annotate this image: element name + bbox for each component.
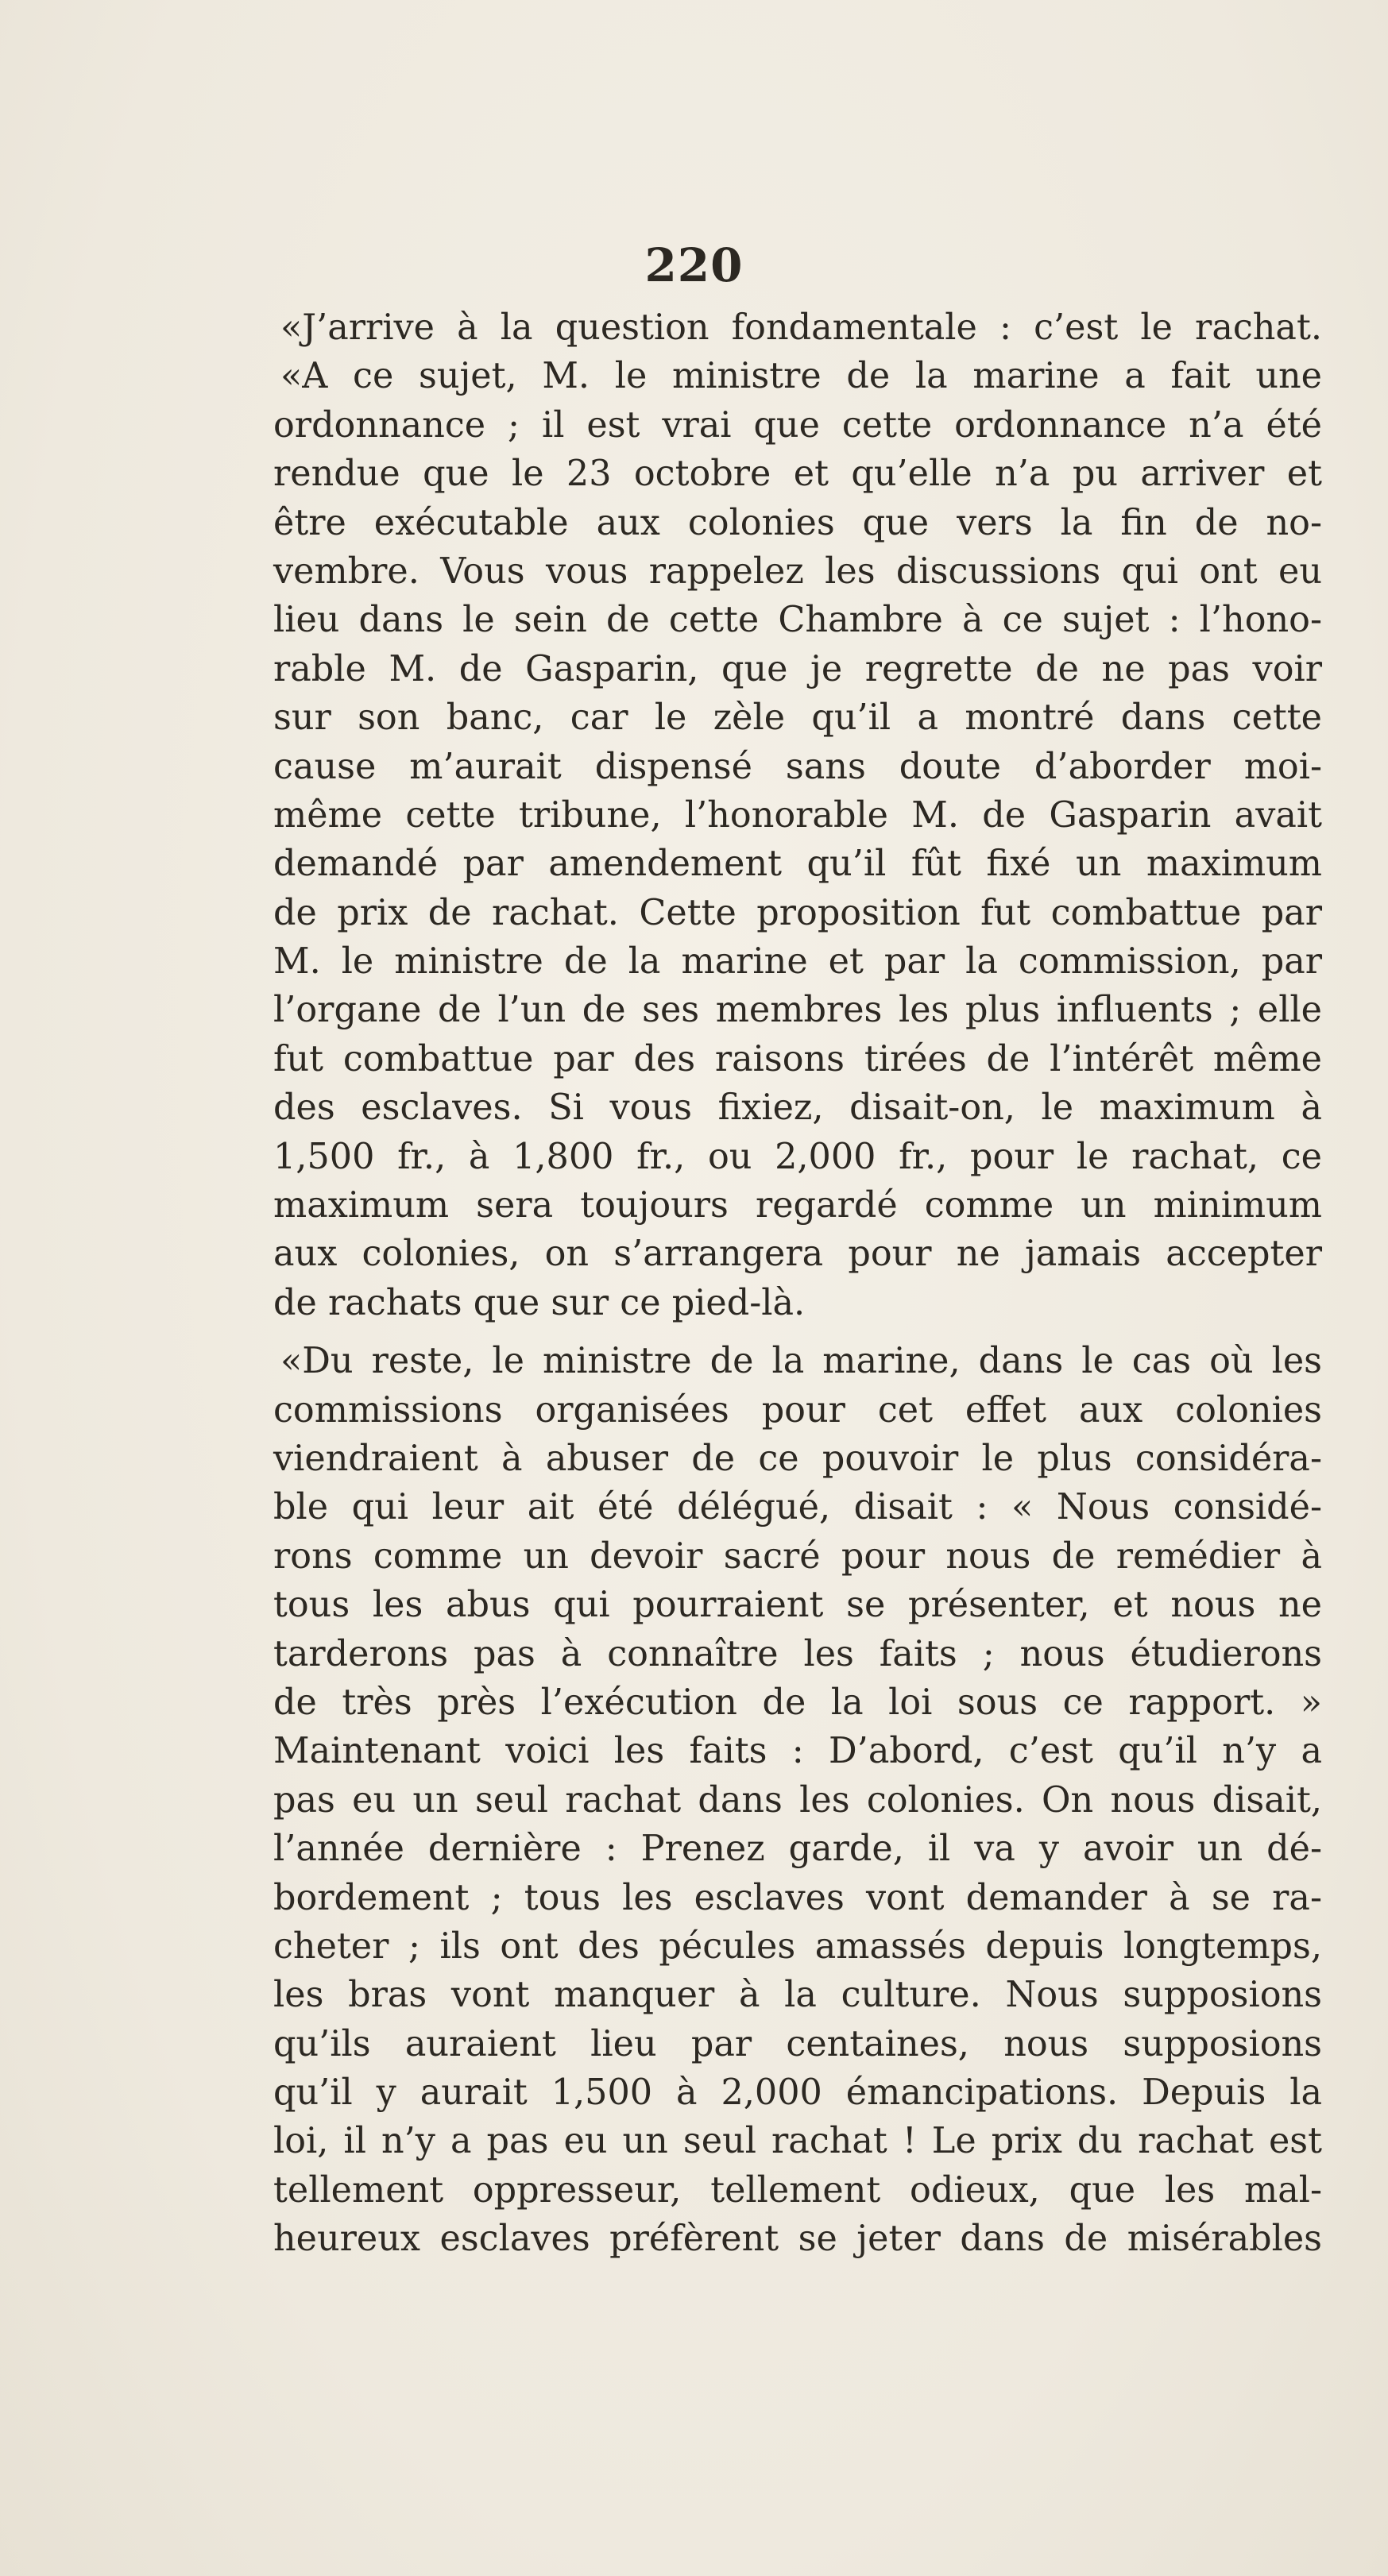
text-line: pas eu un seul rachat dans les colonies. On nous disait, <box>273 1779 1322 1821</box>
text-line: de prix de rachat. Cette proposition fut combattue par <box>273 892 1322 933</box>
text-line: des esclaves. Si vous fixiez, disait-on, le maximum à <box>273 1087 1322 1129</box>
text-line: être exécutable aux colonies que vers la fin de no- <box>273 502 1322 543</box>
text-line: «J’arrive à la question fondamentale : c’est le rachat. <box>280 307 1322 348</box>
text-line: Maintenant voici les faits : D’abord, c’est qu’il n’y a <box>273 1731 1322 1772</box>
text-line: tous les abus qui pourraient se présenter, et nous ne <box>273 1585 1322 1626</box>
page-number: 220 <box>644 238 744 292</box>
text-line: bordement ; tous les esclaves vont demander à se ra- <box>273 1877 1322 1918</box>
text-line: demandé par amendement qu’il fût fixé un maximum <box>273 844 1322 885</box>
text-line: lieu dans le sein de cette Chambre à ce sujet : l’hono- <box>273 600 1322 641</box>
text-line: les bras vont manquer à la culture. Nous supposions <box>273 1975 1322 2016</box>
text-line: M. le ministre de la marine et par la commission, par <box>273 941 1322 983</box>
text-line: sur son banc, car le zèle qu’il a montré dans cette <box>273 697 1322 739</box>
text-line: tarderons pas à connaître les faits ; nous étudierons <box>273 1633 1322 1674</box>
text-line: qu’il y aurait 1,500 à 2,000 émancipations. Depuis la <box>273 2072 1322 2114</box>
text-line: «A ce sujet, M. le ministre de la marine a fait une <box>280 356 1322 397</box>
text-line: heureux esclaves préfèrent se jeter dans de misérables <box>273 2219 1322 2260</box>
text-line: cheter ; ils ont des pécules amassés depuis longtemps, <box>273 1925 1322 1967</box>
text-line: «Du reste, le ministre de la marine, dans le cas où les <box>280 1341 1322 1382</box>
text-line: de très près l’exécution de la loi sous ce rapport. » <box>273 1682 1322 1723</box>
text-line: qu’ils auraient lieu par centaines, nous supposions <box>273 2023 1322 2064</box>
paragraph <box>273 303 1322 352</box>
text-line: même cette tribune, l’honorable M. de Gasparin avait <box>273 794 1322 836</box>
body-text <box>273 303 1322 2264</box>
text-line: cause m’aurait dispensé sans doute d’aborder moi- <box>273 746 1322 787</box>
text-line: l’année dernière : Prenez garde, il va y avoir un dé- <box>273 1829 1322 1870</box>
text-line: ble qui leur ait été délégué, disait : « Nous considé- <box>273 1487 1322 1528</box>
text-line: ordonnance ; il est vrai que cette ordonnance n’a été <box>273 404 1322 446</box>
text-line: 1,500 fr., à 1,800 fr., ou 2,000 fr., pour le rachat, ce <box>273 1136 1322 1177</box>
text-line: vembre. Vous vous rappelez les discussions qui ont eu <box>273 550 1322 592</box>
text-line: rendue que le 23 octobre et qu’elle n’a pu arriver et <box>273 454 1322 495</box>
text-line: rons comme un devoir sacré pour nous de remédier à <box>273 1535 1322 1577</box>
text-line: rable M. de Gasparin, que je regrette de ne pas voir <box>273 648 1322 689</box>
text-line: viendraient à abuser de ce pouvoir le plus considéra- <box>273 1438 1322 1479</box>
text-line: maximum sera toujours regardé comme un minimum <box>273 1185 1322 1226</box>
paragraph <box>273 1337 1322 2263</box>
text-line: aux colonies, on s’arrangera pour ne jamais accepter <box>273 1234 1322 1275</box>
text-line: l’organe de l’un de ses membres les plus influents ; elle <box>273 990 1322 1031</box>
paragraph <box>273 352 1322 1327</box>
text-line: commissions organisées pour cet effet aux colonies <box>273 1389 1322 1431</box>
text-line: de rachats que sur ce pied-là. <box>273 1282 806 1323</box>
text-line: tellement oppresseur, tellement odieux, que les mal- <box>273 2169 1322 2211</box>
text-line: loi, il n’y a pas eu un seul rachat ! Le prix du rachat est <box>273 2121 1322 2162</box>
text-line: fut combattue par des raisons tirées de l’intérêt même <box>273 1038 1322 1079</box>
